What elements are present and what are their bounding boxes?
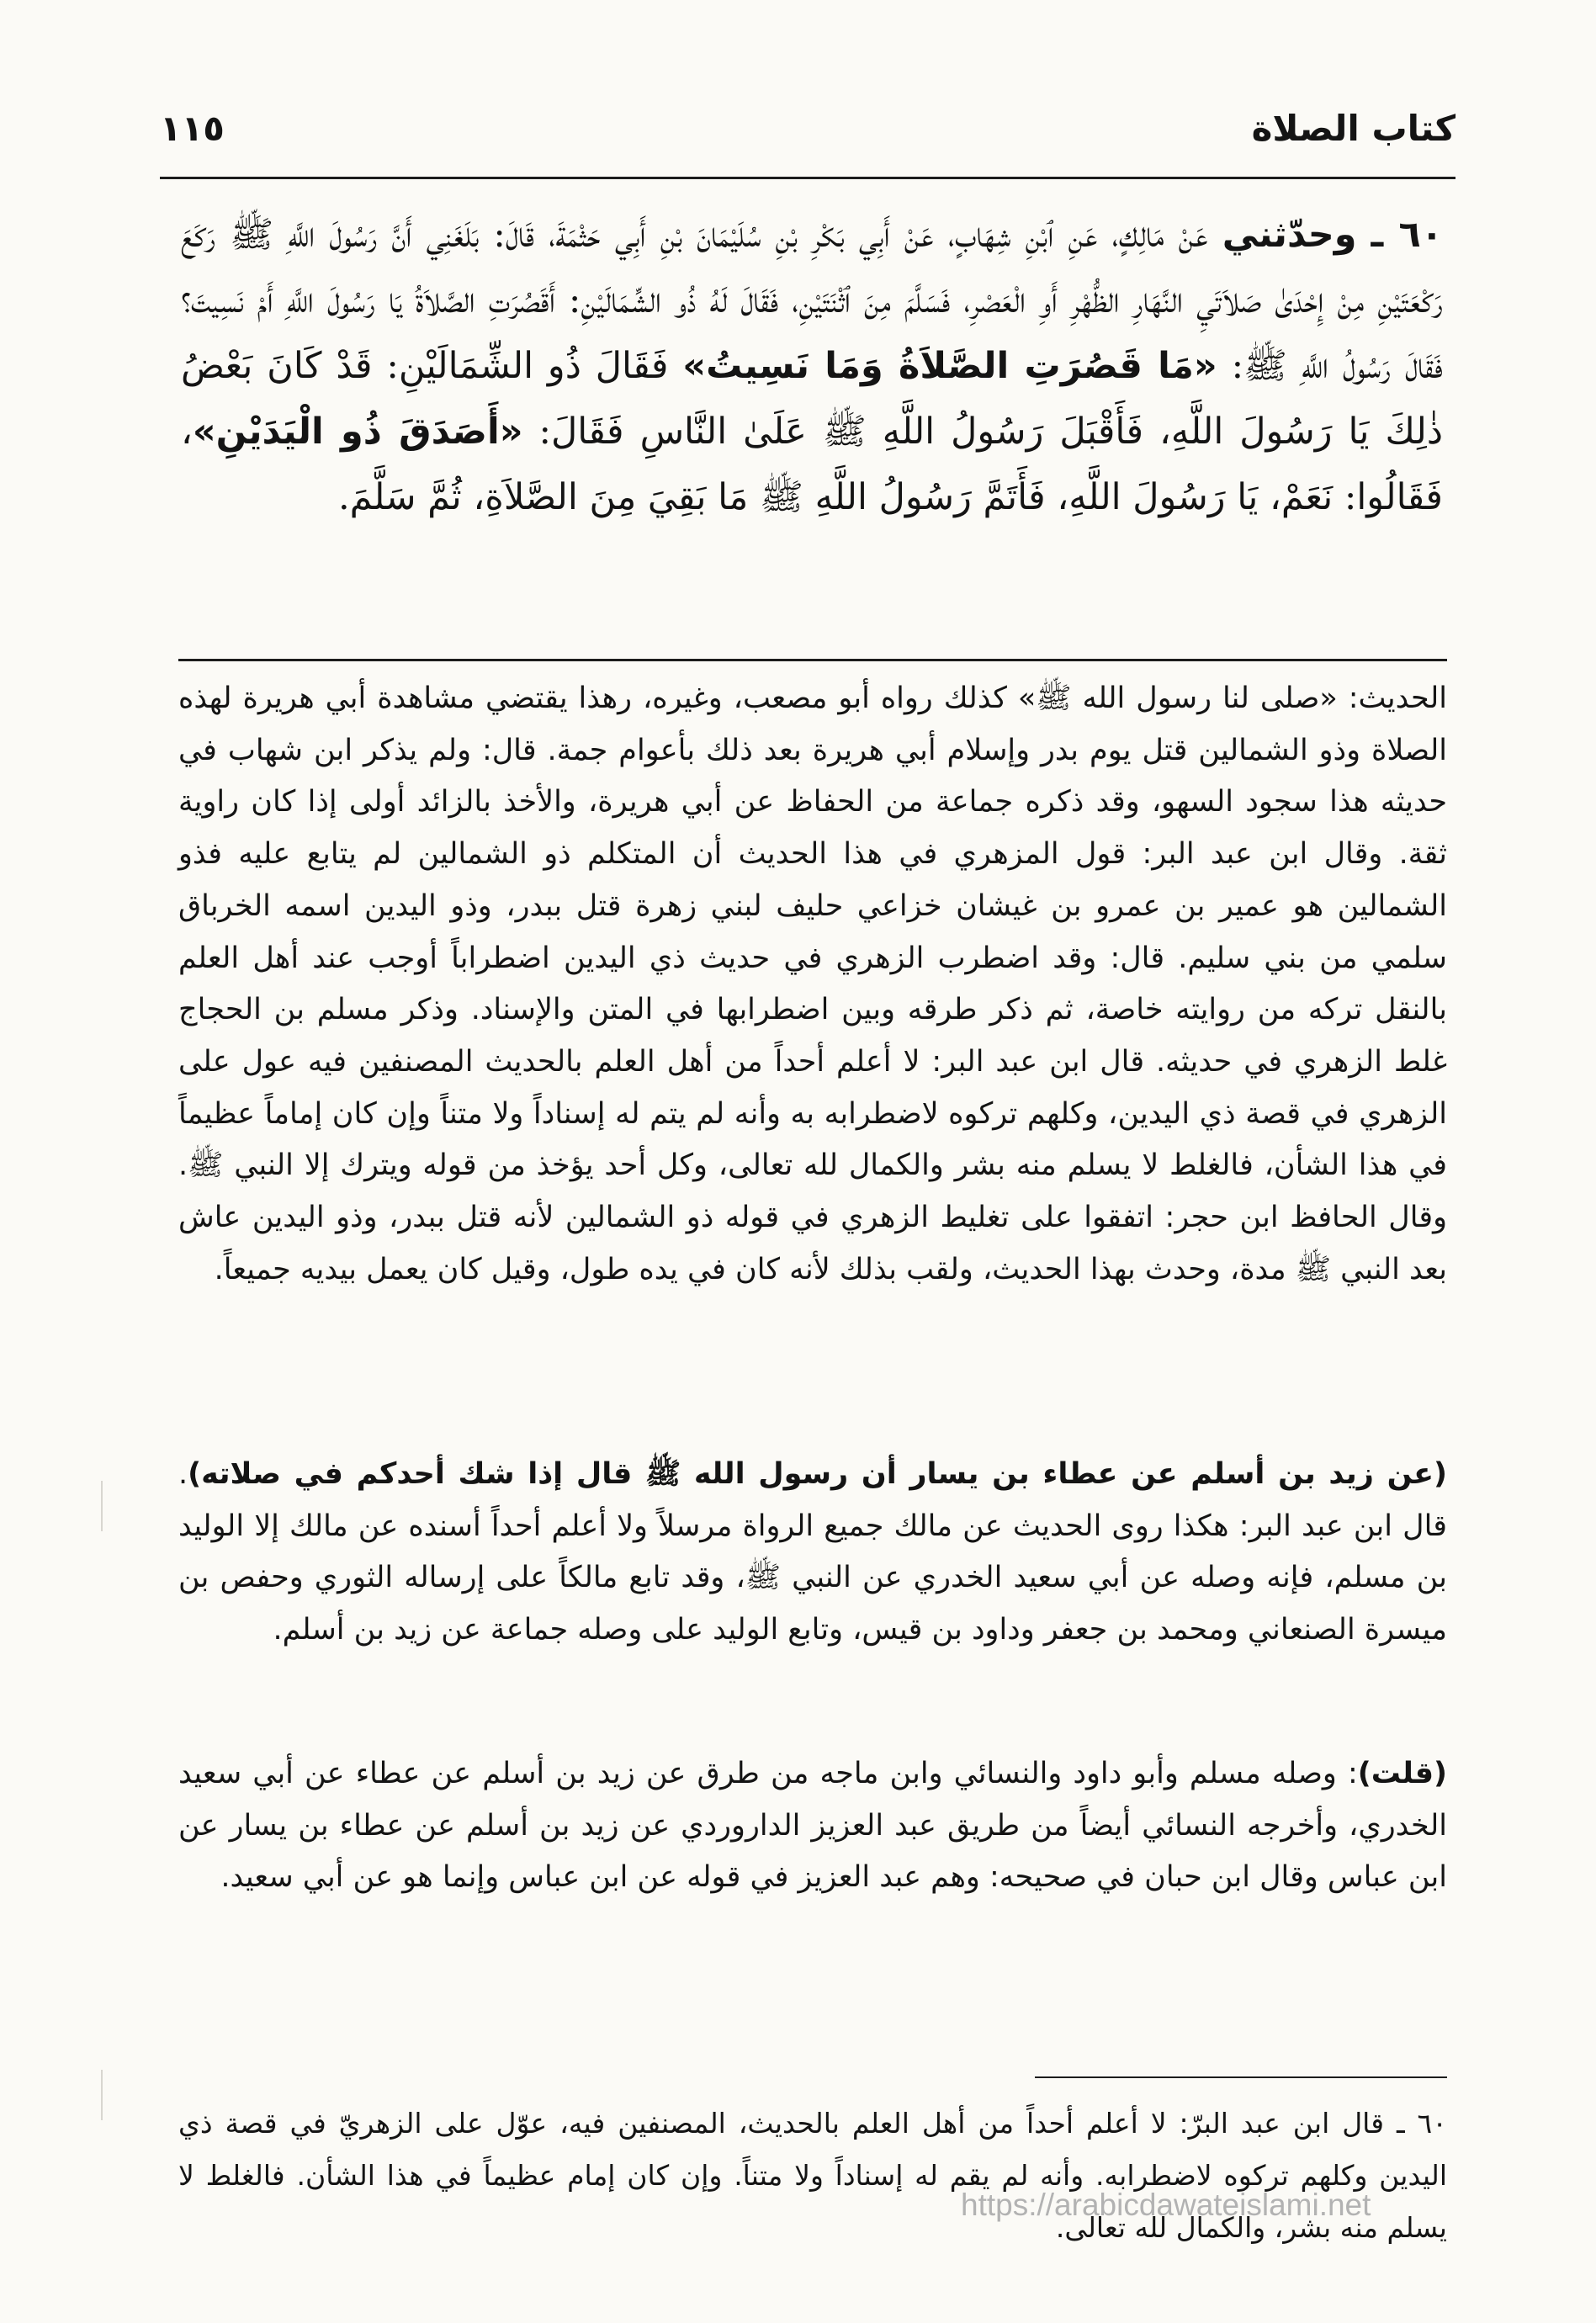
commentary-paragraph: الحديث: «صلى لنا رسول الله ﷺ» كذلك رواه أبو مصعب، وغيره، رهذا يقتضي مشاهدة أبي هريرة لهذه الصلاة وذو الشمالين قتل يوم بدر وإسلام أبي هريرة بعد ذلك بأعوام جمة. قال: ولم يذكر ابن شهاب في حديثه هذا سجود السهو، وقد ذكره جماعة من الحفاظ عن أبي هريرة، والأخذ بالزائد أولى إذا كان راوية ثقة. وقال ابن عبد البر: قول المزهري في هذا الحديث أن المتكلم ذو الشمالين لم يتابع عليه فذو الشمالين هو عمير بن عمرو بن غيشان خزاعي حليف لبني زهرة قتل ببدر، وذو اليدين اسمه الخرباق سلمي من بني سليم. قال: وقد اضطرب الزهري في حديث ذي اليدين اضطراباً أوجب عند أهل العلم بالنقل تركه من روايته خاصة، ثم ذكر طرقه وبين اضطرابها في المتن والإسناد. وذكر مسلم بن الحجاج غلط الزهري في حديثه. قال ابن عبد البر: لا أعلم أحداً من أهل العلم بالحديث المصنفين فيه عول على الزهري في قصة ذي اليدين، وكلهم تركوه لاضطرابه به وأنه لم يتم له إسناداً ولا متناً وإن كان إماماً عظيماً في هذا الشأن، فالغلط لا يسلم منه بشر والكمال لله تعالى، وكل أحد يؤخذ من قوله ويترك إلا النبي ﷺ. وقال الحافظ ابن حجر: اتفقوا على تغليط الزهري في قوله ذو الشمالين لأنه قتل ببدر، وذو اليدين عاش بعد النبي ﷺ مدة، وحدث بهذا الحديث، ولقب بذلك لأنه كان في يده طول، وقيل كان يعمل بيديه جميعاً. (178, 682, 1447, 1286)
hadith-lead: وحدّثني (1222, 214, 1357, 256)
hadith-part: عَنْ مَالِكٍ، عَنِ ٱبْنِ شِهَابٍ، عَنْ أَبِي بَكْرِ بْنِ سُلَيْمَانَ بْنِ أَبِي حَثْمَةَ، قَالَ: بَلَغَنِي أَنَّ رَسُولَ اللَّهِ ﷺ رَكَعَ رَكْعَتَيْنِ مِنْ إِحْدَىٰ صَلاَتَيِ النَّهَارِ الظُّهْرِ أَوِ الْعَصْرِ، فَسَلَّمَ مِنَ ٱثْنَتَيْنِ، فَقَالَ لَهُ ذُو الشِّمَالَيْنِ: أَقَصُرَتِ الصَّلاَةُ يَا رَسُولَ اللَّهِ أَمْ نَسِيتَ؟ فَقَالَ رَسُولُ اللَّهِ ﷺ: (181, 214, 1443, 387)
page-number: ١١٥ (160, 108, 225, 149)
footnote-rule (1035, 2076, 1447, 2078)
footnote: ٦٠ ـ قال ابن عبد البرّ: لا أعلم أحداً من أهل العلم بالحديث، المصنفين فيه، عوّل على الزهريّ في قصة ذي اليدين وكلهم تركوه لاضطرابه. وأنه لم يقم له إسناداً ولا متناً. وإن كان إمام عظيماً في هذا الشأن. فالغلط لا يسلم منه بشر، والكمال لله تعالى. (178, 2107, 1447, 2244)
hadith-part: فَقَالَ ذُو الشِّمَالَيْنِ: قَدْ كَانَ بَعْضُ ذٰلِكَ يَا رَسُولَ اللَّهِ، فَأَقْبَلَ رَسُولُ اللَّهِ ﷺ عَلَىٰ النَّاسِ فَقَالَ: (181, 345, 1443, 453)
commentary-text: : وصله مسلم وأبو داود والنسائي وابن ماجه من طرق عن زيد بن أسلم عن عطاء عن أبي سعيد الخدري، وأخرجه النسائي أيضاً من طريق عبد العزيز الداروردي عن زيد بن أسلم عن عطاء بن يسار عن ابن عباس وقال ابن حبان في صحيحه: وهم عبد العزيز في قوله عن ابن عباس وإنما هو عن أبي سعيد. (178, 1757, 1447, 1895)
header-rule (160, 177, 1455, 179)
hadith-part: ، فَقَالُوا: نَعَمْ، يَا رَسُولَ اللَّهِ، فَأَتَمَّ رَسُولُ اللَّهِ ﷺ مَا بَقِيَ مِنَ الصَّلاَةِ، ثُمَّ سَلَّمَ. (181, 411, 1443, 518)
watermark-url: https://arabicdawateislami.net (961, 2188, 1371, 2222)
scan-edge-mark (101, 1481, 103, 1531)
prophet-quote: «مَا قَصُرَتِ الصَّلاَةُ وَمَا نَسِيتُ» (682, 345, 1217, 387)
book-title: كتاب الصلاة (1251, 108, 1455, 149)
hadith-number: ٦٠ ـ (1371, 214, 1444, 256)
quoted-heading: (قلت) (1357, 1757, 1447, 1790)
quoted-heading: (عن زيد بن أسلم عن عطاء بن يسار أن رسول الله ﷺ قال إذا شك أحدكم في صلاته) (188, 1457, 1447, 1491)
hadith-text (181, 202, 1443, 530)
commentary-paragraph (178, 1748, 1447, 1904)
commentary-text: . قال ابن عبد البر: هكذا روى الحديث عن مالك جميع الرواة مرسلاً ولا أعلم أحداً أسنده عن مالك إلا الوليد بن مسلم، فإنه وصله عن أبي سعيد الخدري عن النبي ﷺ، وقد تابع مالكاً على إرساله الثوري وحفص بن ميسرة الصنعاني ومحمد بن جعفر وداود بن قيس، وتابع الوليد على وصله جماعة عن زيد بن أسلم. (178, 1457, 1447, 1647)
page-header (160, 108, 1455, 175)
commentary-paragraph (178, 1449, 1447, 1657)
prophet-quote: «أَصَدَقَ ذُو الْيَدَيْنِ» (192, 411, 523, 453)
scan-edge-mark (101, 2070, 103, 2120)
section-rule (178, 659, 1447, 661)
